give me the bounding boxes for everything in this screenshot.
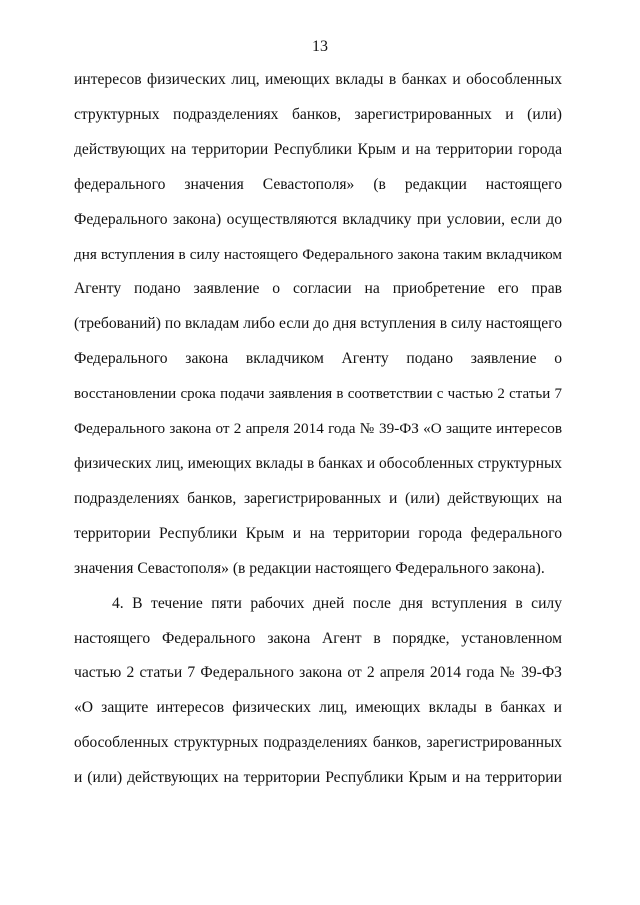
text-line: восстановлении срока подачи заявления в соответствии с частью 2 статьи 7 [74, 386, 562, 403]
text-line: структурных подразделениях банков, зарегистрированных и (или) [74, 105, 562, 123]
text-line: значения Севастополя» (в редакции настоящего Федерального закона). [74, 559, 545, 577]
text-line: федерального значения Севастополя» (в редакции настоящего [74, 175, 562, 193]
text-line: дня вступления в силу настоящего Федерального закона таким вкладчиком [74, 245, 562, 263]
text-line: Федерального закона от 2 апреля 2014 года № 39-ФЗ «О защите интересов [74, 420, 562, 438]
text-line: и (или) действующих на территории Республики Крым и на территории [74, 769, 562, 787]
text-line: подразделениях банков, зарегистрированных и (или) действующих на [74, 489, 562, 507]
text-line: Федерального закона вкладчиком Агенту подано заявление о [74, 350, 562, 368]
text-line: (требований) по вкладам либо если до дня вступления в силу настоящего [74, 315, 562, 333]
text-line: «О защите интересов физических лиц, имеющих вклады в банках и [74, 699, 562, 717]
text-line: интересов физических лиц, имеющих вклады в банках и обособленных [74, 71, 562, 88]
text-line: 4. В течение пяти рабочих дней после дня вступления в силу [112, 594, 562, 612]
text-line: действующих на территории Республики Крым и на территории города [74, 140, 562, 158]
text-line: настоящего Федерального закона Агент в порядке, установленном [74, 629, 562, 647]
text-line: частью 2 статьи 7 Федерального закона от 2 апреля 2014 года № 39-ФЗ [74, 664, 562, 682]
text-line: обособленных структурных подразделениях банков, зарегистрированных [74, 734, 562, 752]
page-number: 13 [312, 38, 328, 55]
text-line: физических лиц, имеющих вклады в банках и обособленных структурных [74, 454, 562, 472]
document-body [74, 63, 562, 796]
text-line: территории Республики Крым и на территории города федерального [74, 524, 562, 542]
paragraph-item-4 [74, 587, 562, 796]
text-line: Федерального закона) осуществляются вкладчику при условии, если до [74, 210, 562, 228]
text-line: Агенту подано заявление о согласии на приобретение его прав [74, 280, 562, 298]
paragraph-continuation [74, 63, 562, 587]
